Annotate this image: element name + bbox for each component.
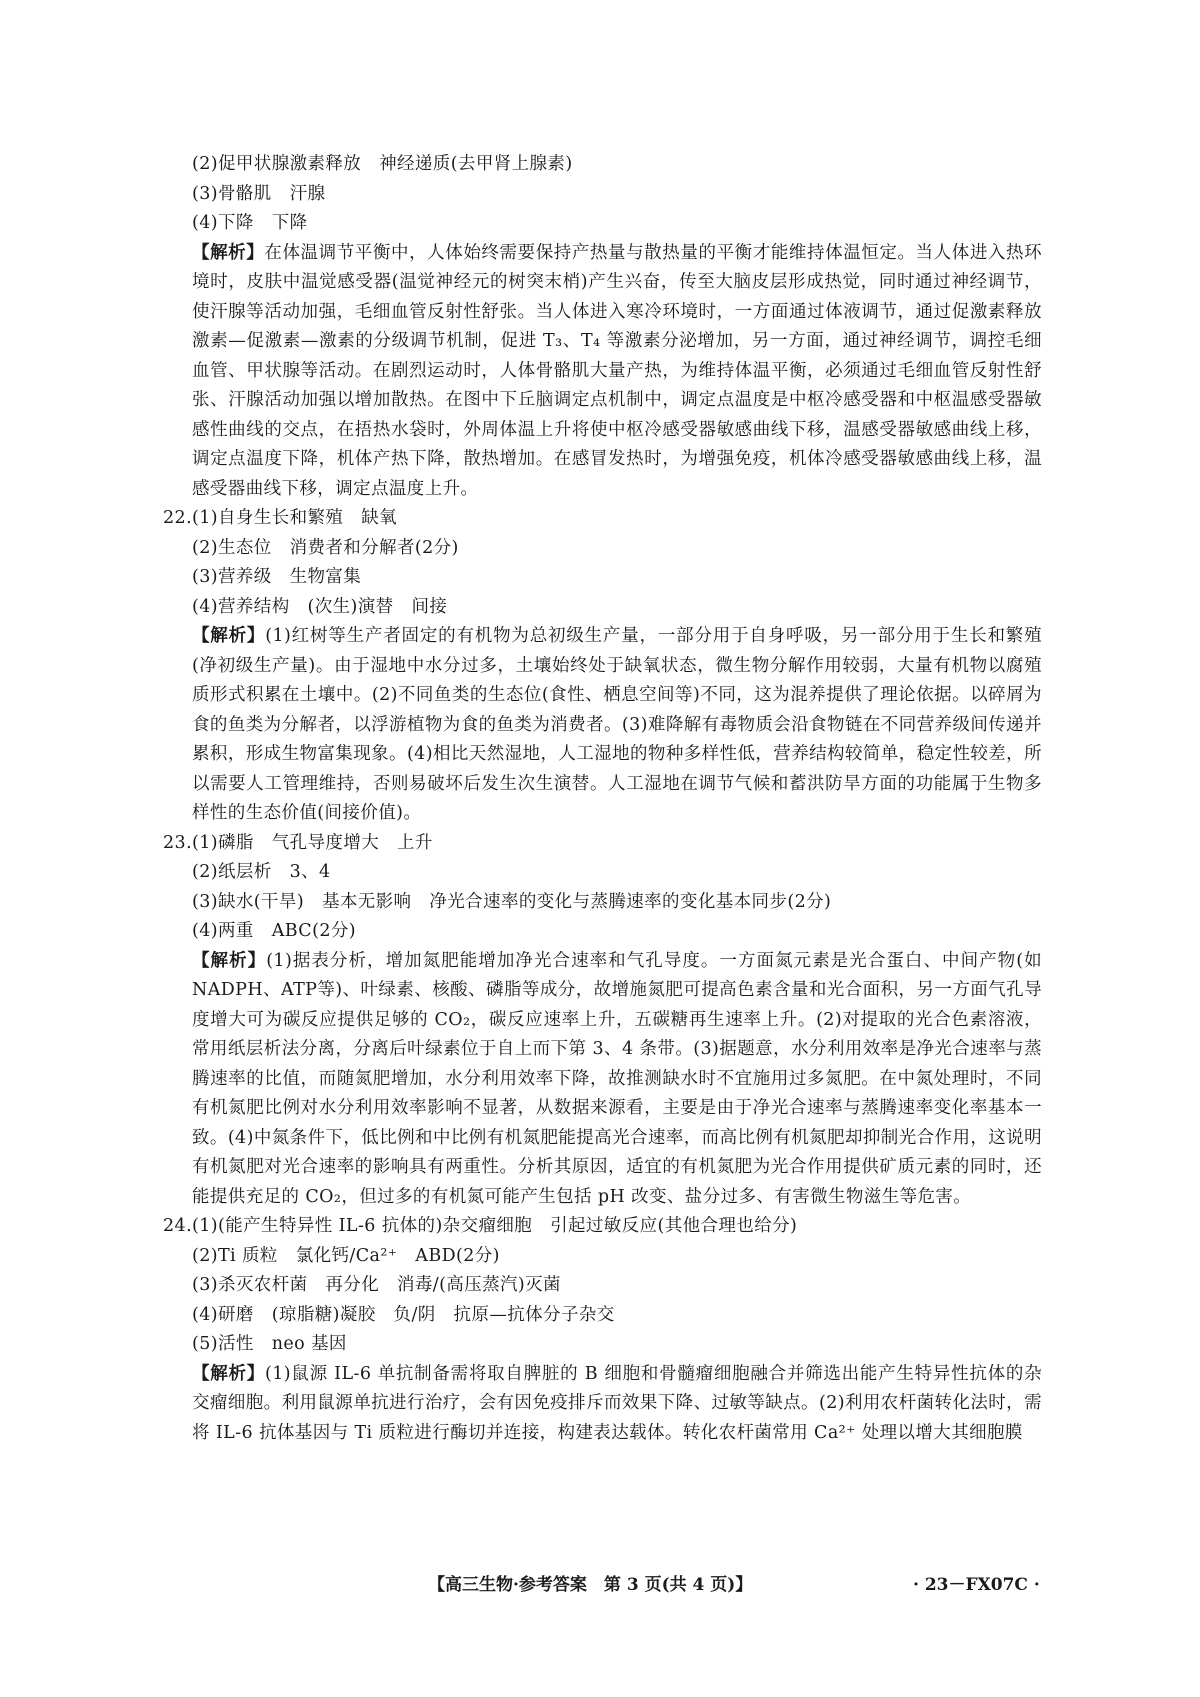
- q23-answer-1: 23.(1)磷脂 气孔导度增大 上升: [163, 832, 433, 853]
- q21-analysis: [192, 239, 1042, 505]
- q24-answer-5: (5)活性 neo 基因: [192, 1334, 347, 1354]
- q24-answer-1: 24.(1)(能产生特异性 IL-6 抗体的)杂交瘤细胞 引起过敏反应(其他合理也给分): [163, 1216, 798, 1236]
- q24-answer-2: (2)Ti 质粒 氯化钙/Ca²⁺ ABD(2分): [192, 1245, 500, 1266]
- q24-analysis-text: (1)鼠源 IL-6 单抗制备需将取自脾脏的 B 细胞和骨髓瘤细胞融合并筛选出能产生特异性抗体的杂交瘤细胞。利用鼠源单抗进行治疗，会有因免疫排斥而效果下降、过敏等缺点。(2)利用农杆菌转化法时，需将 IL-6 抗体基因与 Ti 质粒进行酶切并连接，构建表达载体。转化农杆菌常用 Ca²⁺ 处理以增大其细胞膜: [192, 1363, 1043, 1443]
- footer-title: 【高三生物·参考答案 第 3 页(共 4 页)】: [428, 1575, 753, 1595]
- q23-analysis-text: (1)据表分析，增加氮肥能增加净光合速率和气孔导度。一方面氮元素是光合蛋白、中间产物(如NADPH、ATP等)、叶绿素、核酸、磷脂等成分，故增施氮肥可提高色素含量和光合面积，另一方面气孔导度增大可为碳反应提供足够的 CO₂，碳反应速率上升，五碳糖再生速率上升。(2)对提取的光合色素溶液，常用纸层析法分离，分离后叶绿素位于自上而下第 3、4 条带。(3)据题意，水分利用效率是净光合速率与蒸腾速率的比值，而随氮肥增加，水分利用效率下降，故推测缺水时不宜施用过多氮肥。在中氮处理时，不同有机氮肥比例对水分利用效率影响不显著，从数据来源看，主要是由于净光合速率与蒸腾速率变化率基本一致。(4)中氮条件下，低比例和中比例有机氮肥能提高光合速率，而高比例有机氮肥却抑制光合作用，这说明有机氮肥对光合速率的影响具有两重性。分析其原因，适宜的有机氮肥为光合作用提供矿质元素的同时，还能提供充足的 CO₂，但过多的有机氮可能产生包括 pH 改变、盐分过多、有害微生物滋生等危害。: [192, 950, 1042, 1207]
- q24-answer-4: (4)研磨 (琼脂糖)凝胶 负/阴 抗原—抗体分子杂交: [192, 1304, 615, 1325]
- q22-analysis-text: (1)红树等生产者固定的有机物为总初级生产量，一部分用于自身呼吸，另一部分用于生长和繁殖(净初级生产量)。由于湿地中水分过多，土壤始终处于缺氧状态，微生物分解作用较弱，大量有机物以腐殖质形式积累在土壤中。(2)不同鱼类的生态位(食性、栖息空间等)不同，这为混养提供了理论依据。以碎屑为食的鱼类为分解者，以浮游植物为食的鱼类为消费者。(3)难降解有毒物质会沿食物链在不同营养级间传递并累积，形成生物富集现象。(4)相比天然湿地，人工湿地的物种多样性低，营养结构较简单，稳定性较差，所以需要人工管理维持，否则易破坏后发生次生演替。人工湿地在调节气候和蓄洪防旱方面的功能属于生物多样性的生态价值(间接价值)。: [192, 626, 1042, 823]
- q21-answer-2: (2)促甲状腺激素释放 神经递质(去甲肾上腺素): [192, 154, 573, 174]
- q23-answer-4: (4)两重 ABC(2分): [192, 921, 356, 941]
- q23-analysis: [192, 947, 1042, 1213]
- analysis-tag: 【解析】: [192, 626, 266, 646]
- q22-answer-4: (4)营养结构 (次生)演替 间接: [192, 596, 448, 617]
- analysis-tag: 【解析】: [192, 1363, 266, 1384]
- q24-analysis: [192, 1360, 1042, 1449]
- q23-answer-2: (2)纸层析 3、4: [192, 862, 331, 882]
- analysis-tag: 【解析】: [192, 242, 265, 263]
- q21-analysis-text: 在体温调节平衡中，人体始终需要保持产热量与散热量的平衡才能维持体温恒定。当人体进入热环境时，皮肤中温觉感受器(温觉神经元的树突末梢)产生兴奋，传至大脑皮层形成热觉，同时通过神经调节，使汗腺等活动加强，毛细血管反射性舒张。当人体进入寒冷环境时，一方面通过体液调节，通过促激素释放激素—促激素—激素的分级调节机制，促进 T₃、T₄ 等激素分泌增加，另一方面，通过神经调节，调控毛细血管、甲状腺等活动。在剧烈运动时，人体骨骼肌大量产热，为维持体温平衡，必须通过毛细血管反射性舒张、汗腺活动加强以增加散热。在图中下丘脑调定点机制中，调定点温度是中枢冷感受器和中枢温感受器敏感性曲线的交点，在捂热水袋时，外周体温上升将使中枢冷感受器敏感曲线下移，温感受器敏感曲线上移，调定点温度下降，机体产热下降，散热增加。在感冒发热时，为增强免疫，机体冷感受器敏感曲线上移，温感受器曲线下移，调定点温度上升。: [192, 242, 1042, 499]
- footer-code: · 23－FX07C ·: [913, 1575, 1040, 1595]
- q24-answer-3: (3)杀灭农杆菌 再分化 消毒/(高压蒸汽)灭菌: [192, 1275, 561, 1295]
- analysis-tag: 【解析】: [192, 950, 267, 971]
- q21-answer-3: (3)骨骼肌 汗腺: [192, 183, 326, 204]
- q22-answer-1: 22.(1)自身生长和繁殖 缺氧: [163, 508, 398, 528]
- answer-content: [163, 150, 1043, 1448]
- q22-answer-3: (3)营养级 生物富集: [192, 567, 362, 587]
- q23-answer-3: (3)缺水(干旱) 基本无影响 净光合速率的变化与蒸腾速率的变化基本同步(2分): [192, 891, 832, 912]
- q22-answer-2: (2)生态位 消费者和分解者(2分): [192, 537, 459, 558]
- q21-answer-4: (4)下降 下降: [192, 213, 308, 233]
- q22-analysis: [192, 622, 1042, 829]
